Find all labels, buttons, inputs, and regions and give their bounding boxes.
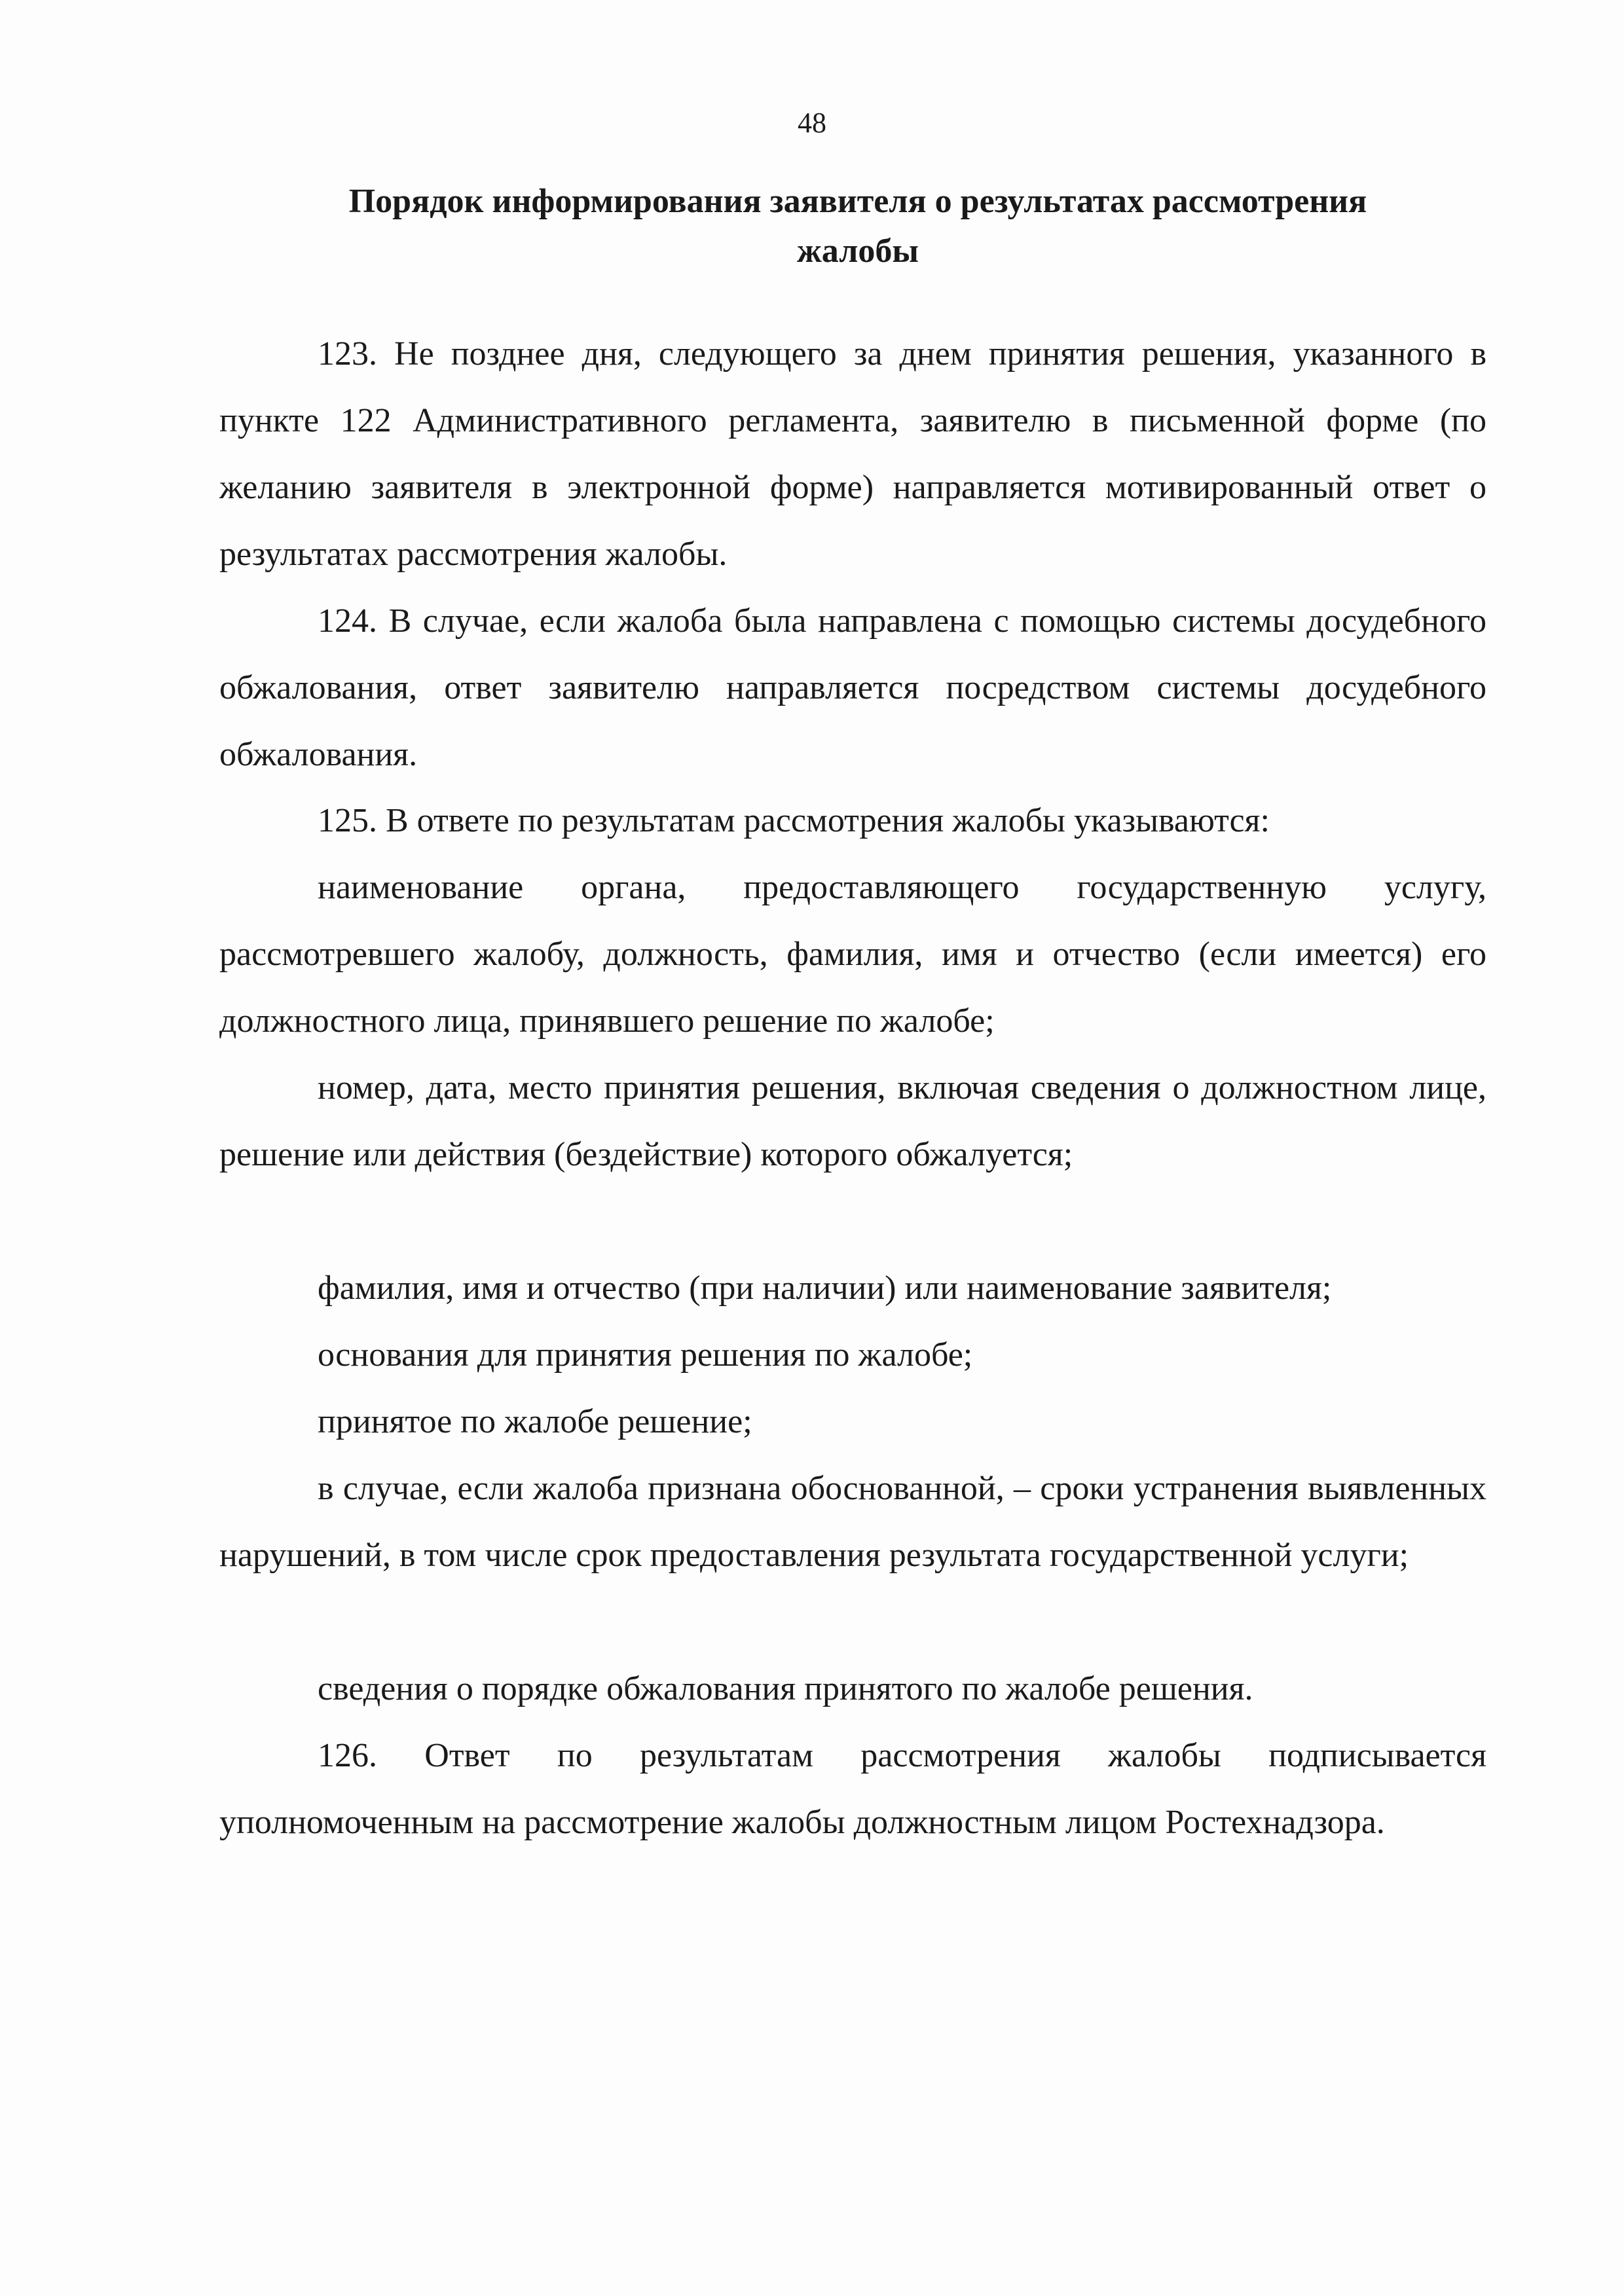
list-item-appeal-procedure: сведения о порядке обжалования принятого по жалобе решения.	[318, 1670, 1253, 1707]
list-item-organ-name: наименование органа, предоставляющего государственную услугу, рассмотревшего жалобу, должность, фамилия, имя и отчество (если имеется) его должностного лица, принявшего решение по жалобе;	[219, 869, 1486, 1040]
list-item-grounds: основания для принятия решения по жалобе;	[318, 1336, 973, 1374]
section-heading	[249, 177, 1467, 276]
heading-line-1: Порядок информирования заявителя о результатах рассмотрения	[348, 183, 1367, 220]
page-number: 48	[798, 107, 826, 139]
list-item-applicant-name: фамилия, имя и отчество (при наличии) или наименование заявителя;	[318, 1269, 1332, 1307]
list-item-decision-details: номер, дата, место принятия решения, включая сведения о должностном лице, решение или действия (бездействие) которого обжалуется;	[219, 1069, 1486, 1173]
heading-line-2: жалобы	[797, 232, 919, 270]
paragraph-124: 124. В случае, если жалоба была направлена с помощью системы досудебного обжалования, ответ заявителю направляется посредством системы досудебного обжалования.	[219, 602, 1486, 773]
paragraph-126: 126. Ответ по результатам рассмотрения жалобы подписывается уполномоченным на рассмотрение жалобы должностным лицом Ростехнадзора.	[219, 1737, 1486, 1841]
paragraph-123: 123. Не позднее дня, следующего за днем принятия решения, указанного в пункте 122 Административного регламента, заявителю в письменной форме (по желанию заявителя в электронной форме) направляется мотивированный ответ о результатах рассмотрения жалобы.	[219, 335, 1486, 573]
list-item-decision: принятое по жалобе решение;	[318, 1403, 752, 1440]
list-item-deadlines: в случае, если жалоба признана обоснованной, – сроки устранения выявленных нарушений, в том числе срок предоставления результата государственной услуги;	[219, 1470, 1486, 1574]
paragraph-125: 125. В ответе по результатам рассмотрения жалобы указываются:	[318, 802, 1270, 839]
